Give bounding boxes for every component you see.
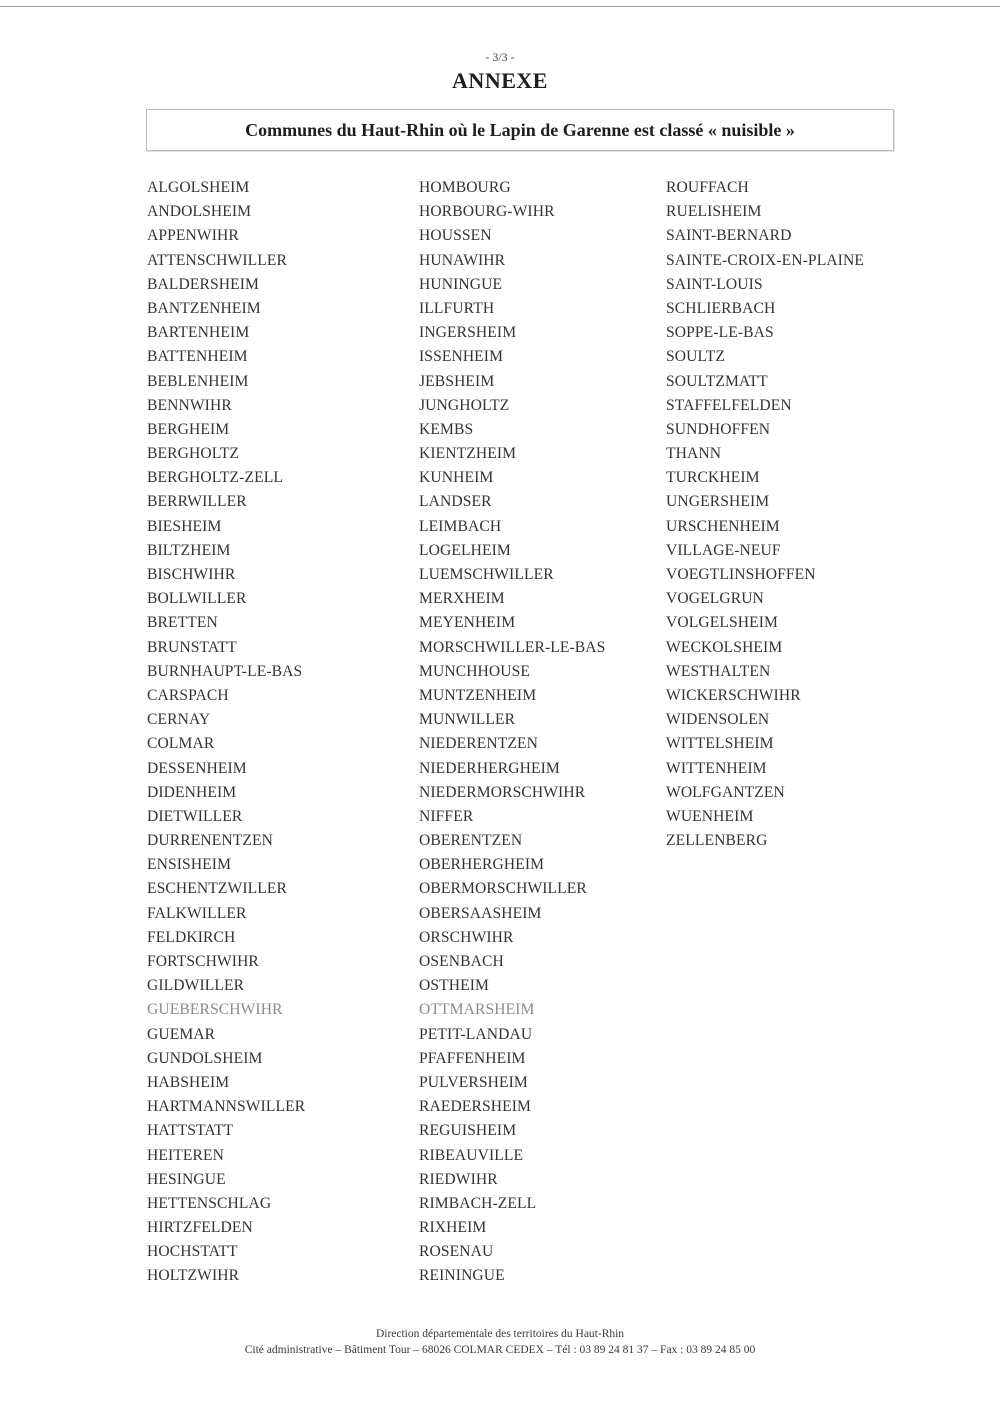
commune-item: HIRTZFELDEN <box>147 1219 253 1237</box>
commune-item: BERRWILLER <box>147 493 247 511</box>
commune-item: WITTELSHEIM <box>666 735 774 753</box>
commune-item: SCHLIERBACH <box>666 299 776 317</box>
top-rule <box>0 6 1000 7</box>
commune-item: HUNINGUE <box>419 275 503 293</box>
commune-item: REGUISHEIM <box>419 1122 517 1140</box>
subtitle: Communes du Haut-Rhin où le Lapin de Garenne est classé « nuisible » <box>245 119 795 140</box>
commune-item: BURNHAUPT-LE-BAS <box>147 662 303 680</box>
commune-item: JEBSHEIM <box>419 372 495 390</box>
commune-item: ATTENSCHWILLER <box>147 251 287 269</box>
commune-item: ILLFURTH <box>419 299 495 317</box>
commune-item: NIEDERHERGHEIM <box>419 759 560 777</box>
commune-item: INGERSHEIM <box>419 324 517 342</box>
commune-item: SOPPE-LE-BAS <box>666 324 774 342</box>
commune-item: COLMAR <box>147 735 215 753</box>
commune-item: ALGOLSHEIM <box>147 179 250 196</box>
commune-item: NIEDERENTZEN <box>419 735 538 753</box>
commune-item: HOCHSTATT <box>147 1243 238 1261</box>
footer <box>0 1326 1000 1358</box>
commune-item: MERXHEIM <box>419 590 505 608</box>
commune-item: NIFFER <box>419 807 474 825</box>
commune-item: VILLAGE-NEUF <box>666 541 781 559</box>
commune-item: LOGELHEIM <box>419 541 511 559</box>
commune-item: MUNWILLER <box>419 711 516 729</box>
commune-item: APPENWIHR <box>147 227 239 245</box>
commune-item: ZELLENBERG <box>666 832 768 850</box>
commune-item: OSTHEIM <box>419 977 490 995</box>
commune-item: PETIT-LANDAU <box>419 1025 533 1043</box>
commune-item: GUNDOLSHEIM <box>147 1049 263 1067</box>
commune-item: BERGHOLTZ <box>147 445 240 463</box>
commune-item: WIDENSOLEN <box>666 711 770 729</box>
commune-item: BERGHOLTZ-ZELL <box>147 469 283 487</box>
commune-item: LEIMBACH <box>419 517 502 535</box>
commune-item: DESSENHEIM <box>147 759 247 777</box>
commune-item: BOLLWILLER <box>147 590 247 608</box>
commune-item: FALKWILLER <box>147 904 247 922</box>
commune-item: ESCHENTZWILLER <box>147 880 287 898</box>
commune-item: BRUNSTATT <box>147 638 237 656</box>
commune-item: RAEDERSHEIM <box>419 1098 531 1116</box>
commune-item: NIEDERMORSCHWIHR <box>419 783 586 801</box>
commune-item: OTTMARSHEIM <box>419 1001 535 1019</box>
commune-item: VOEGTLINSHOFFEN <box>666 566 816 583</box>
commune-item: OBERSAASHEIM <box>419 904 542 922</box>
commune-item: ANDOLSHEIM <box>147 203 252 221</box>
commune-item: HARTMANNSWILLER <box>147 1098 306 1116</box>
commune-item: RIMBACH-ZELL <box>419 1194 537 1212</box>
commune-item: KUNHEIM <box>419 469 494 487</box>
commune-item: BATTENHEIM <box>147 348 248 366</box>
page-number: - 3/3 - <box>485 50 515 64</box>
commune-item: HUNAWIHR <box>419 251 506 269</box>
commune-item: HOUSSEN <box>419 227 492 245</box>
commune-item: TURCKHEIM <box>666 469 760 487</box>
commune-item: LUEMSCHWILLER <box>419 566 554 583</box>
commune-item: BRETTEN <box>147 614 218 632</box>
commune-item: GUEBERSCHWIHR <box>147 1001 283 1019</box>
commune-item: KEMBS <box>419 420 474 438</box>
commune-item: RUELISHEIM <box>666 203 762 221</box>
commune-item: OBERENTZEN <box>419 832 523 850</box>
footer-line-2: Cité administrative – Bâtiment Tour – 68026 COLMAR CEDEX – Tél : 03 89 24 81 37 – Fax : 03 89 24 85 00 <box>244 1344 756 1356</box>
commune-item: HORBOURG-WIHR <box>419 203 555 221</box>
commune-item: CARSPACH <box>147 686 229 704</box>
communes-column-2 <box>419 176 605 1289</box>
commune-item: GILDWILLER <box>147 977 245 995</box>
commune-item: RIEDWIHR <box>419 1170 498 1188</box>
commune-item: ISSENHEIM <box>419 348 504 366</box>
commune-item: WUENHEIM <box>666 807 754 825</box>
commune-item: KIENTZHEIM <box>419 445 517 463</box>
commune-item: GUEMAR <box>147 1025 216 1043</box>
commune-item: RIXHEIM <box>419 1219 487 1237</box>
commune-item: WECKOLSHEIM <box>666 638 783 656</box>
commune-item: DIETWILLER <box>147 807 243 825</box>
subtitle-box <box>146 109 894 151</box>
commune-item: HATTSTATT <box>147 1122 234 1140</box>
commune-item: VOLGELSHEIM <box>666 614 778 632</box>
commune-item: WITTENHEIM <box>666 759 767 777</box>
commune-item: MUNTZENHEIM <box>419 686 537 704</box>
commune-item: ROSENAU <box>419 1243 494 1261</box>
commune-item: HOLTZWIHR <box>147 1267 240 1285</box>
commune-item: OSENBACH <box>419 953 504 970</box>
page-title: ANNEXE <box>452 68 548 93</box>
commune-item: BENNWIHR <box>147 396 232 414</box>
commune-item: WOLFGANTZEN <box>666 783 785 801</box>
commune-item: ENSISHEIM <box>147 856 232 874</box>
commune-item: THANN <box>666 445 722 463</box>
commune-item: JUNGHOLTZ <box>419 396 510 414</box>
commune-item: BERGHEIM <box>147 420 230 438</box>
commune-item: PULVERSHEIM <box>419 1073 528 1091</box>
commune-item: BALDERSHEIM <box>147 275 259 293</box>
commune-item: HETTENSCHLAG <box>147 1194 272 1212</box>
commune-item: SOULTZ <box>666 348 725 366</box>
commune-item: SAINT-LOUIS <box>666 275 763 293</box>
commune-item: HABSHEIM <box>147 1073 230 1091</box>
communes-column-1 <box>147 176 305 1289</box>
commune-item: URSCHENHEIM <box>666 517 780 535</box>
commune-item: SUNDHOFFEN <box>666 420 771 438</box>
commune-item: STAFFELFELDEN <box>666 396 792 414</box>
commune-item: DIDENHEIM <box>147 783 237 801</box>
commune-item: LANDSER <box>419 493 492 511</box>
commune-item: BARTENHEIM <box>147 324 250 342</box>
commune-item: DURRENENTZEN <box>147 832 273 850</box>
commune-item: BILTZHEIM <box>147 541 231 559</box>
commune-item: BEBLENHEIM <box>147 372 249 390</box>
commune-item: CERNAY <box>147 711 211 729</box>
commune-item: BISCHWIHR <box>147 566 236 583</box>
commune-item: OBERHERGHEIM <box>419 856 545 874</box>
commune-item: PFAFFENHEIM <box>419 1049 526 1067</box>
commune-item: MUNCHHOUSE <box>419 662 531 680</box>
commune-item: MEYENHEIM <box>419 614 516 632</box>
commune-item: HESINGUE <box>147 1170 226 1188</box>
commune-item: ROUFFACH <box>666 179 749 196</box>
commune-item: HEITEREN <box>147 1146 225 1164</box>
commune-item: WICKERSCHWIHR <box>666 686 801 704</box>
commune-item: SOULTZMATT <box>666 372 768 390</box>
commune-item: RIBEAUVILLE <box>419 1146 524 1164</box>
commune-item: MORSCHWILLER-LE-BAS <box>419 638 606 656</box>
commune-item: SAINTE-CROIX-EN-PLAINE <box>666 251 864 269</box>
commune-item: SAINT-BERNARD <box>666 227 792 245</box>
commune-item: OBERMORSCHWILLER <box>419 880 587 898</box>
commune-item: WESTHALTEN <box>666 662 771 680</box>
commune-item: ORSCHWIHR <box>419 928 514 946</box>
commune-item: BANTZENHEIM <box>147 299 261 317</box>
footer-line-1: Direction départementale des territoires du Haut-Rhin <box>375 1328 625 1340</box>
commune-item: BIESHEIM <box>147 517 222 535</box>
commune-item: FORTSCHWIHR <box>147 953 259 970</box>
commune-item: FELDKIRCH <box>147 928 236 946</box>
communes-column-3 <box>666 176 864 853</box>
commune-item: HOMBOURG <box>419 179 511 196</box>
commune-item: REININGUE <box>419 1267 505 1285</box>
commune-item: VOGELGRUN <box>666 590 764 608</box>
commune-item: UNGERSHEIM <box>666 493 770 511</box>
